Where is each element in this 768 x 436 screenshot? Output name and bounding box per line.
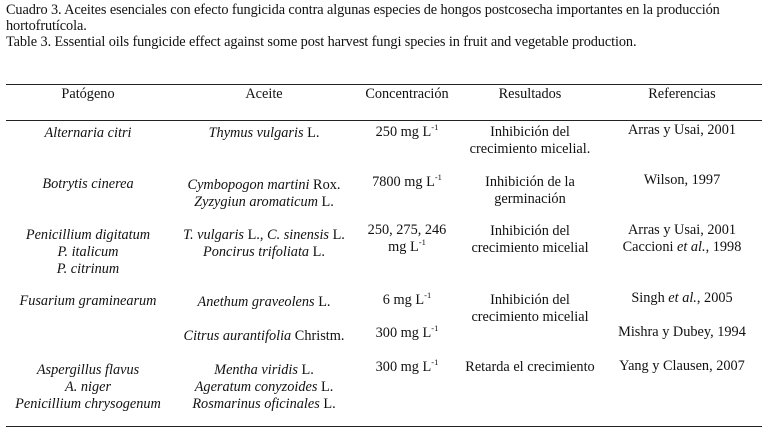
table-row-6-concentracion: 300 mg $L^{-1}$ <box>375 357 439 375</box>
table-row-2-referencias: Wilson, 1997 <box>643 172 721 188</box>
table-row-3-referencias: Arras y Usai, 2001 Caccioni et al., 1998 <box>622 222 742 255</box>
table-row-2-patogeno: Botrytis cinerea <box>42 176 134 192</box>
caption-spanish-line-1: Cuadro 3. Aceites esenciales con efecto fungicida contra algunas especies de hongos postcosecha importantes en la producción <box>6 2 720 18</box>
caption-english-line: Table 3. Essential oils fungicide effect against some post harvest fungi species in fruit and vegetable production. <box>6 34 637 50</box>
table-row-4-referencias: Singh et al., 2005 <box>631 290 733 306</box>
table-row-4-concentracion: 6 mg $L^{-1}$ <box>382 290 432 308</box>
table-top-rule <box>6 84 762 85</box>
table-row-1-aceite: Thymus vulgaris L. <box>208 125 320 141</box>
header-resultados: Resultados <box>498 86 562 102</box>
table-row-6-referencias: Yang y Clausen, 2007 <box>619 358 745 374</box>
table-row-1-patogeno: Alternaria citri <box>44 125 132 141</box>
header-bottom-rule <box>6 120 762 121</box>
table-row-5-referencias: Mishra y Dubey, 1994 <box>618 324 746 340</box>
table-row-3-resultados: Inhibición del crecimiento micelial <box>471 223 589 256</box>
table-caption <box>6 2 764 50</box>
table-row-1-resultados: Inhibición del crecimiento micelial. <box>469 124 591 157</box>
header-aceite: Aceite <box>245 86 283 102</box>
table-bottom-rule <box>6 426 762 427</box>
header-patogeno: Patógeno <box>61 86 115 102</box>
table-row-4-resultados: Inhibición del crecimiento micelial <box>471 292 589 325</box>
table-row-4-aceite: Anethum graveolens L. <box>197 294 331 310</box>
table-row-6-patogeno: Aspergillus flavus A. niger Penicillium chrysogenum <box>15 362 161 412</box>
table-row-2-aceite: Cymbopogon martini Rox. Zyzygiun aromaticum L. <box>187 177 341 210</box>
table-row-4-patogeno: Fusarium graminearum <box>19 293 157 309</box>
caption-spanish-line-2: hortofrutícola. <box>6 18 87 34</box>
header-concentracion: Concentración <box>365 86 449 102</box>
table-row-3-aceite: T. vulgaris L., C. sinensis L. Poncirus trifoliata L. <box>183 227 345 260</box>
header-referencias: Referencias <box>648 86 716 102</box>
table-row-3-concentracion: 250, 275, 246 mg $L^{-1}$ <box>367 222 447 255</box>
table-row-3-patogeno: Penicillium digitatum P. italicum P. citrinum <box>25 227 151 277</box>
table-row-5-aceite: Citrus aurantifolia Christm. <box>183 328 345 344</box>
table-row-1-referencias: Arras y Usai, 2001 <box>627 122 736 138</box>
table-row-6-resultados: Retarda el crecimiento <box>465 359 595 375</box>
table-row-1-concentracion: 250 mg $L^{-1}$ <box>375 122 439 140</box>
table-row-2-concentracion: 7800 mg $L^{-1}$ <box>372 172 442 190</box>
table-row-6-aceite: Mentha viridis L. Ageratum conyzoides L. Rosmarinus oficinales L. <box>192 362 336 412</box>
table-row-5-concentracion: 300 mg $L^{-1}$ <box>375 323 439 341</box>
table-row-2-resultados: Inhibición de la germinación <box>485 174 575 207</box>
